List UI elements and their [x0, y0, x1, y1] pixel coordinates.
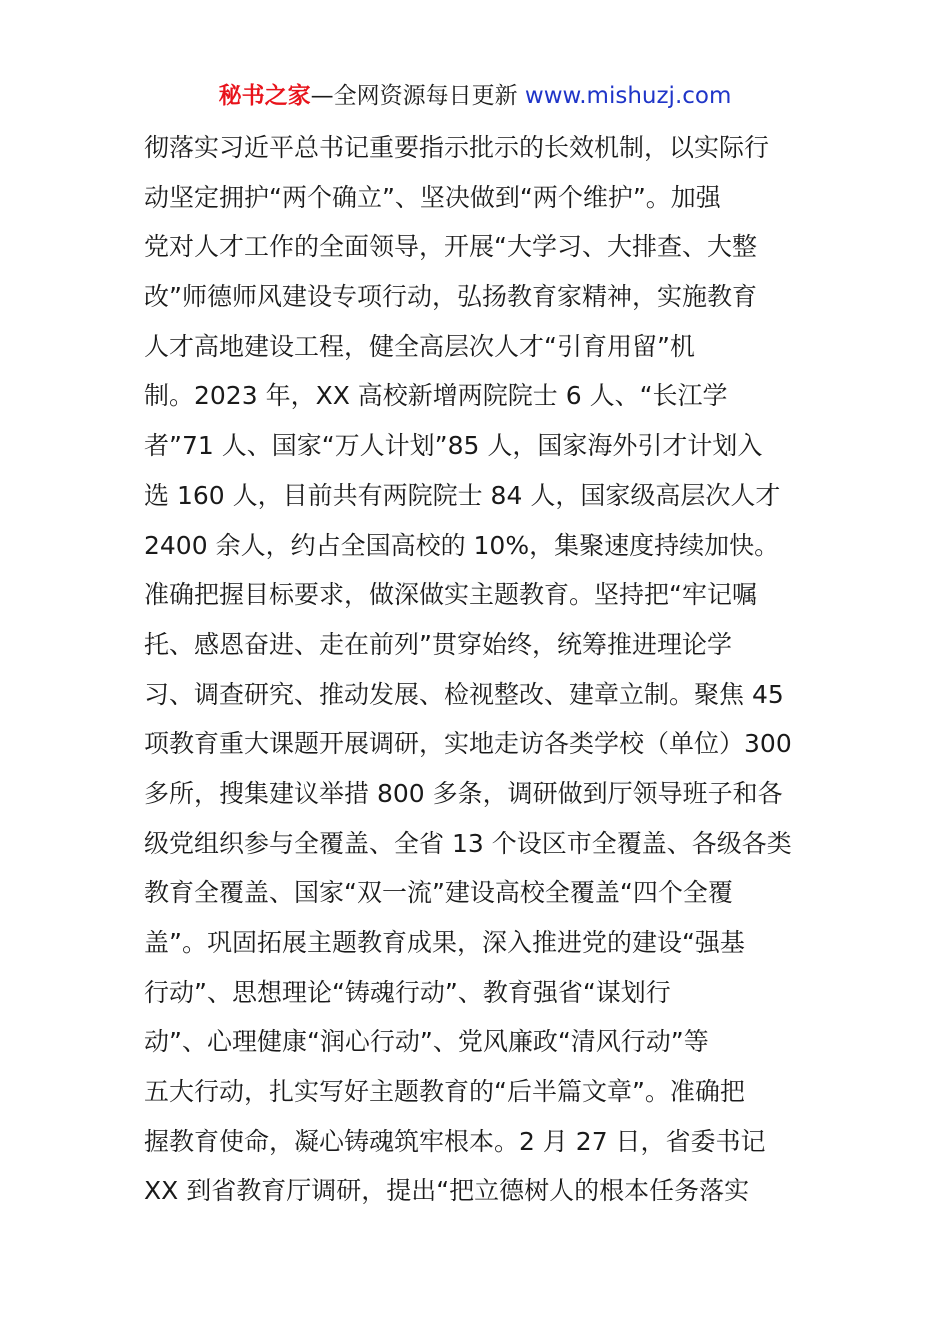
text-line: 改”师德师风建设专项行动，弘扬教育家精神，实施教育 [144, 282, 757, 312]
text-line: 握教育使命，凝心铸魂筑牢根本。2 月 27 日，省委书记 [144, 1126, 766, 1156]
text-line: 习、调查研究、推动发展、检视整改、建章立制。聚焦 45 [144, 679, 784, 709]
text-line: 盖”。巩固拓展主题教育成果，深入推进党的建设“强基 [144, 928, 745, 957]
text-line: 教育全覆盖、国家“双一流”建设高校全覆盖“四个全覆 [144, 878, 733, 908]
text-line: 五大行动，扎实写好主题教育的“后半篇文章”。准确把 [144, 1077, 745, 1107]
document-body [144, 123, 824, 1216]
text-line: 者”71 人、国家“万人计划”85 人，国家海外引才计划入 [144, 431, 763, 461]
website-link[interactable]: www.mishuzj.com [524, 83, 732, 109]
text-line: 动”、心理健康“润心行动”、党风廉政“清风行动”等 [144, 1027, 709, 1057]
text-line: 行动”、思想理论“铸魂行动”、教育强省“谋划行 [144, 977, 671, 1007]
text-line: 多所，搜集建议举措 800 多条，调研做到厅领导班子和各 [144, 778, 783, 808]
page-header [0, 80, 950, 112]
text-line: 制。2023 年，XX 高校新增两院院士 6 人、“长江学 [144, 381, 728, 411]
text-line: 党对人才工作的全面领导，开展“大学习、大排查、大整 [144, 232, 757, 262]
text-line: 选 160 人，目前共有两院院士 84 人，国家级高层次人才 [144, 480, 781, 510]
text-line: 准确把握目标要求，做深做实主题教育。坚持把“牢记嘱 [144, 580, 757, 610]
text-line: 托、感恩奋进、走在前列”贯穿始终，统筹推进理论学 [144, 629, 732, 659]
text-line: 级党组织参与全覆盖、全省 13 个设区市全覆盖、各级各类 [144, 828, 792, 858]
brand-name: 秘书之家 [218, 83, 311, 109]
text-line: XX 到省教育厅调研，提出“把立德树人的根本任务落实 [144, 1176, 750, 1206]
text-line: 2400 余人，约占全国高校的 10%，集聚速度持续加快。 [144, 530, 780, 560]
text-line: 彻落实习近平总书记重要指示批示的长效机制，以实际行 [144, 133, 770, 162]
header-tagline: —全网资源每日更新 [310, 83, 525, 109]
text-line: 人才高地建设工程，健全高层次人才“引育用留”机 [144, 331, 695, 361]
text-line: 项教育重大课题开展调研，实地走访各类学校（单位）300 [144, 729, 792, 759]
text-line: 动坚定拥护“两个确立”、坚决做到“两个维护”。加强 [144, 182, 721, 212]
